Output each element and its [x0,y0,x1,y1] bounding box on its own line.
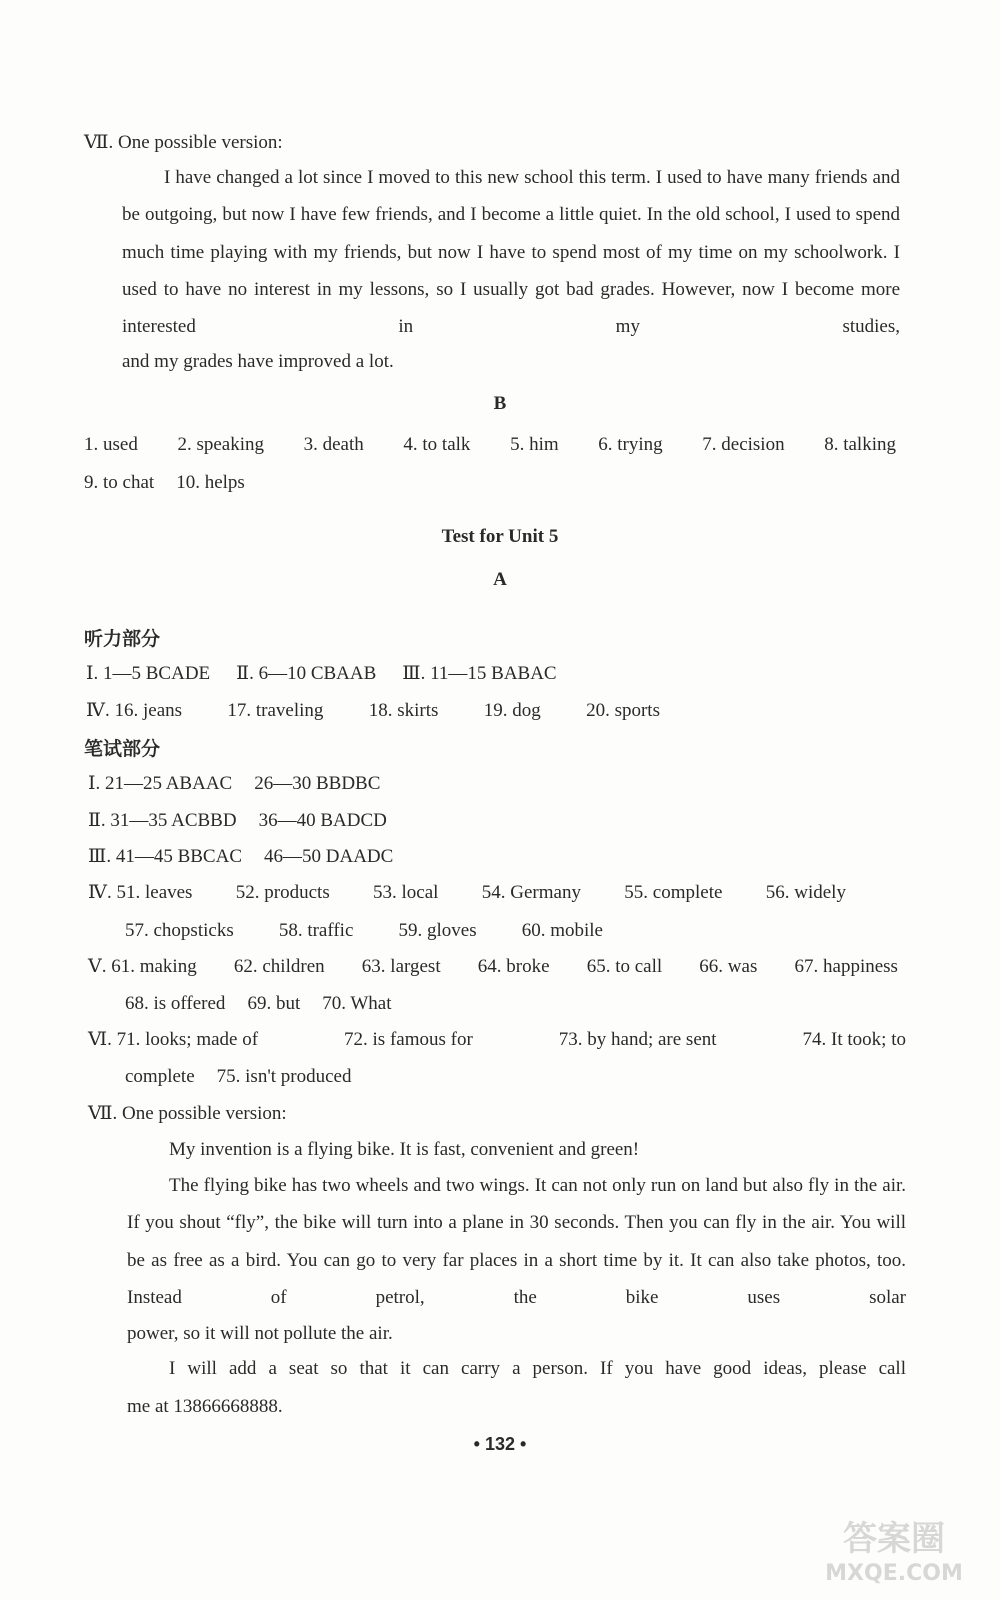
answer-item: 68. is offered [125,993,226,1014]
writing-row-4a [88,881,846,905]
answer-item: 67. happiness [794,956,898,977]
writing-row-5b [125,992,392,1016]
listening-line-2 [86,699,660,723]
answer-item: 70. What [322,993,392,1014]
answer-item: Ⅲ. 11—15 BABAC [402,663,557,684]
watermark-text-2: MXQE.COM [825,1561,963,1586]
section-b-title: B [493,393,507,414]
section-7-label: Ⅶ. One possible version: [84,132,283,153]
writing-row-1 [88,772,380,796]
section-b-line-2 [84,471,245,495]
invention-paragraph-2-last: power, so it will not pollute the air. [127,1323,393,1344]
answer-item: 73. by hand; are sent [558,1029,717,1050]
answer-item: 69. but [247,993,301,1014]
invention-paragraph-3: I will add a seat so that it can carry a person. If you have good ideas, please call [169,1358,906,1379]
essay-paragraph-1-last: and my grades have improved a lot. [122,351,394,372]
answer-item: 54. Germany [481,882,581,903]
writing-row-4b [125,919,603,943]
answer-item: 74. It took; to [802,1029,906,1050]
answer-item: 6. trying [598,434,663,455]
writing-heading: 笔试部分 [84,738,161,760]
answer-item: 1. used [84,434,138,455]
answer-item: 57. chopsticks [125,920,234,941]
answer-item: Ⅱ. 6—10 CBAAB [236,663,377,684]
answer-item: 53. local [373,882,439,903]
answer-item: 56. widely [765,882,846,903]
answer-item: 26—30 BBDBC [254,773,381,794]
answer-item: 5. him [510,434,559,455]
answer-item: complete [125,1066,195,1087]
answer-item: Ⅱ. 31—35 ACBBD [88,810,237,831]
answer-item: 62. children [233,956,325,977]
writing-row-2 [88,809,387,833]
answer-item: 36—40 BADCD [258,810,387,831]
answer-item: 4. to talk [403,434,471,455]
listening-heading: 听力部分 [84,628,161,650]
answer-item: 64. broke [477,956,550,977]
answer-item: 17. traveling [227,700,324,721]
answer-item: 20. sports [586,700,660,721]
answer-item: 60. mobile [521,920,603,941]
page-number: • 132 • [473,1434,527,1454]
answer-item: Ⅲ. 41—45 BBCAC [88,846,242,867]
answer-item: Ⅰ. 21—25 ABAAC [88,773,233,794]
answer-item: 3. death [303,434,364,455]
writing-row-3 [88,845,393,869]
section-b-line-1 [84,433,896,457]
answer-item: Ⅳ. 16. jeans [86,700,183,721]
writing-row-5a [88,955,898,979]
answer-item: 8. talking [824,434,896,455]
section-a-title: A [493,569,507,590]
answer-item: 52. products [235,882,330,903]
answer-item: 2. speaking [177,434,264,455]
answer-item: 10. helps [176,472,245,493]
writing-row-6a [88,1028,906,1052]
section-7-label-bottom: Ⅶ. One possible version: [88,1103,287,1124]
invention-paragraph-2: The flying bike has two wheels and two wings. It can not only run on land but also fly in the air. If you shout “fly”, the bike will turn into a plane in 30 seconds. Then you can fly in the air. You will be as free as a bird. You can go to very far places in a short time by it. It can also take photos, too. Instead of petrol, the bike uses solar [127,1175,906,1308]
answer-item: 66. was [699,956,758,977]
answer-item: 65. to call [586,956,663,977]
answer-item: 75. isn't produced [216,1066,352,1087]
test-title: Test for Unit 5 [441,526,559,547]
answer-item: 63. largest [361,956,441,977]
invention-paragraph-1: My invention is a flying bike. It is fast, convenient and green! [169,1139,640,1160]
answer-item: 58. traffic [278,920,354,941]
listening-line-1 [86,662,557,686]
answer-item: 9. to chat [84,472,155,493]
answer-item: Ⅳ. 51. leaves [88,882,193,903]
answer-item: 19. dog [483,700,541,721]
answer-item: 55. complete [624,882,723,903]
answer-item: Ⅴ. 61. making [88,956,197,977]
answer-item: Ⅰ. 1—5 BCADE [86,663,211,684]
writing-row-6b [125,1065,351,1089]
invention-paragraph-3-last: me at 13866668888. [127,1396,283,1417]
answer-item: 59. gloves [398,920,477,941]
answer-item: Ⅵ. 71. looks; made of [88,1029,259,1050]
answer-item: 72. is famous for [344,1029,473,1050]
essay-paragraph-1: I have changed a lot since I moved to this new school this term. I used to have many friends and be outgoing, but now I have few friends, and I become a little quiet. In the old school, I used to spend much time playing with my friends, but now I have to spend most of my time on my schoolwork. I used to have no interest in my lessons, so I usually got bad grades. However, now I become more interested in my studies, [122,167,900,338]
watermark-text-1: 答案圈 [843,1519,945,1559]
watermark-logo [810,1514,978,1586]
answer-item: 7. decision [702,434,785,455]
answer-item: 18. skirts [368,700,439,721]
answer-item: 46—50 DAADC [264,846,394,867]
